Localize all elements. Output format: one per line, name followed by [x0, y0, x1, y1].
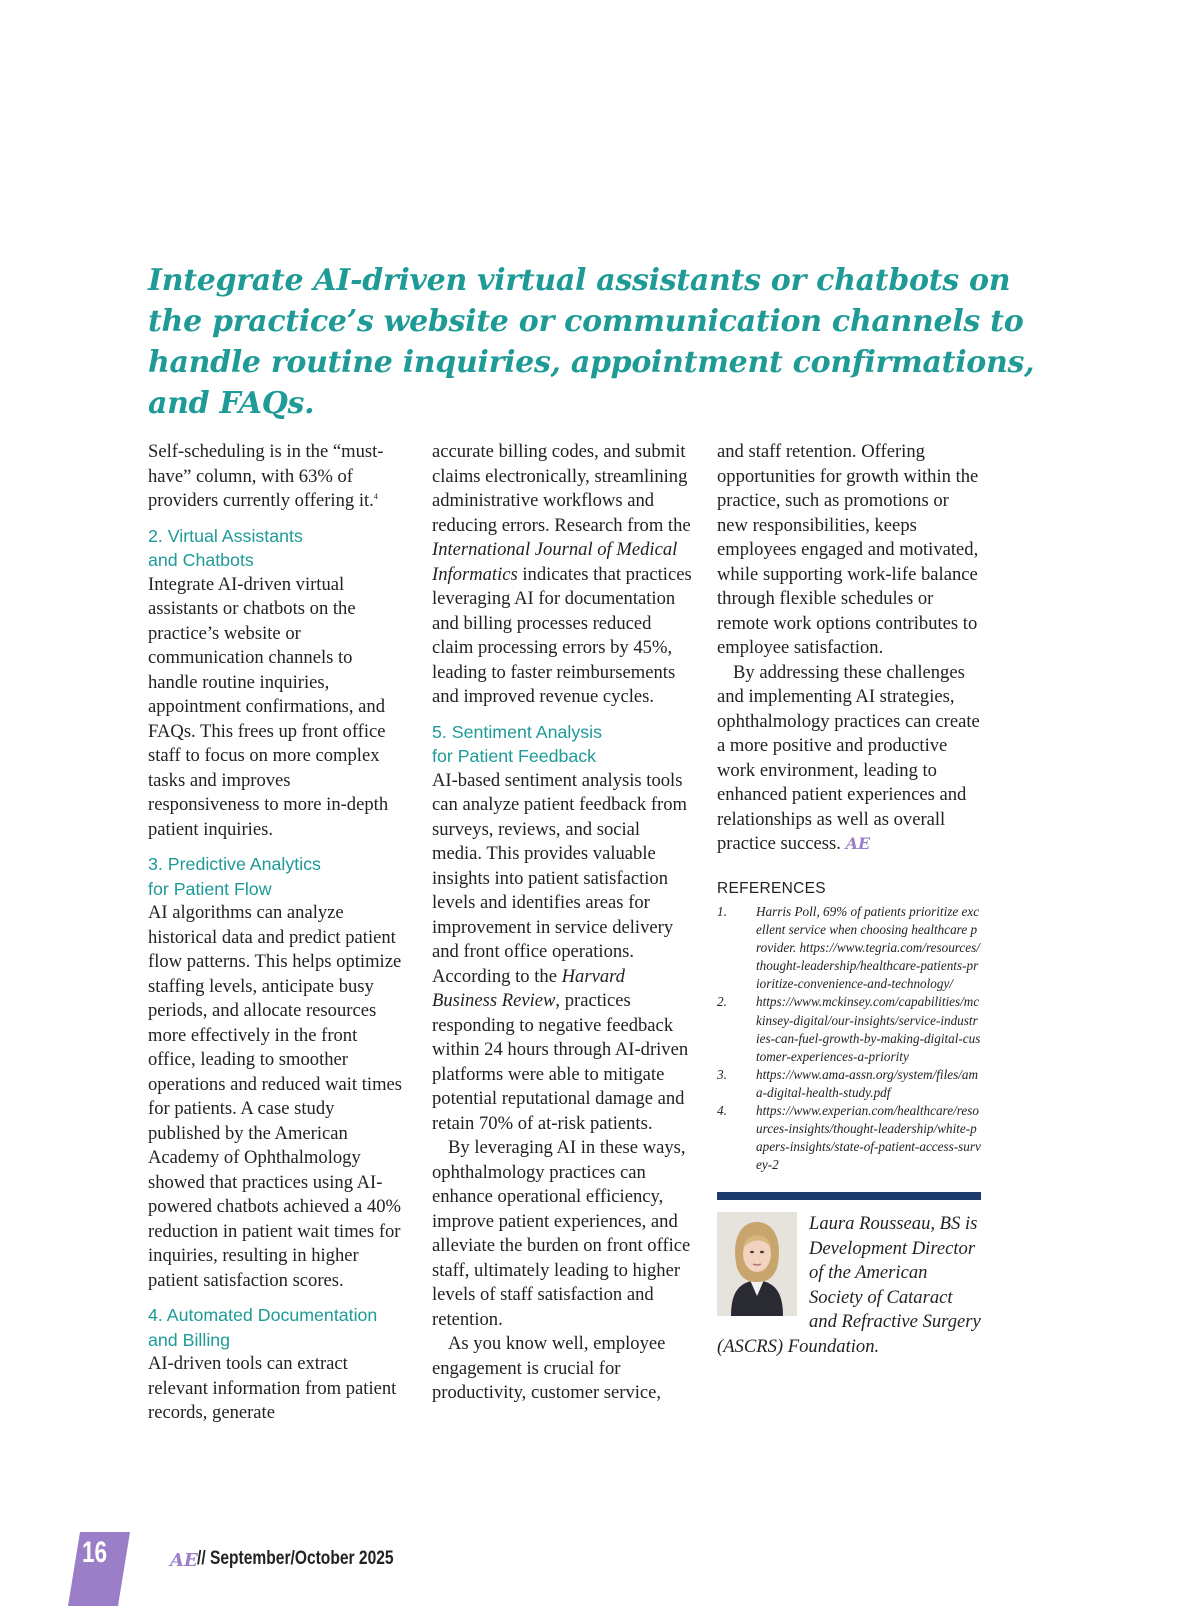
reference-item: 4. https://www.experian.com/healthcare/resources-insights/thought-leadership/white-papers-insights/state-of-patient-access-survey-2	[717, 1103, 981, 1173]
publication-title: Harvard Business Review	[432, 965, 625, 1011]
paragraph-predictive-analytics: AI algorithms can analyze historical data and predict patient flow patterns. This helps optimize staffing levels, anticipate busy periods, and allocate resources more effectively in the front office, leading to smoother operations and reduced wait times for patients. A case study published by the American Academy of Ophthalmology showed that practices using AI-powered chatbots achieved a 40% reduction in patient wait times for inquiries, resulting in higher patient satisfaction scores.	[148, 902, 403, 1291]
author-photo	[717, 1212, 797, 1316]
column-1	[148, 440, 406, 1426]
magazine-logo: AE	[170, 1550, 198, 1571]
section-heading-sentiment-analysis: 5. Sentiment Analysis for Patient Feedback	[432, 721, 602, 766]
paragraph-conclusion: By addressing these challenges and implementing AI strategies, ophthalmology practices can create a more positive and productive work environment, leading to enhanced patient experiences and relationships as well as overall practice success. AE	[717, 661, 980, 854]
paragraph-virtual-assistants: Integrate AI-driven virtual assistants or chatbots on the practice’s website or communication channels to handle routine inquiries, appointment confirmations, and FAQs. This frees up front office staff to focus on more complex tasks and improves responsiveness to more in-depth patient inquiries.	[148, 573, 389, 840]
paragraph-automated-documentation: AI-driven tools can extract relevant information from patient records, generate	[148, 1353, 397, 1423]
section-heading-automated-documentation: 4. Automated Documentation and Billing	[148, 1305, 378, 1350]
references-list	[717, 903, 981, 1174]
author-bio: Laura Rousseau, BS is Development Director of the American Society of Cataract and Refractive Surgery (ASCRS) Foundation.	[717, 1213, 981, 1357]
column-2	[432, 440, 694, 1406]
paragraph-sentiment-analysis: AI-based sentiment analysis tools can analyze patient feedback from surveys, reviews, and social media. This provides valuable insights into patient satisfaction levels and identifies areas for improvement in service delivery and front office operations. According to the Harvard Business Review, practices responding to negative feedback within 24 hours through AI-driven platforms were able to mitigate potential reputational damage and retain 70% of at-risk patients.	[432, 769, 689, 1134]
paragraph-employee-engagement: As you know well, employee engagement is crucial for productivity, customer service,	[432, 1333, 666, 1403]
paragraph-billing-continued: accurate billing codes, and submit claims electronically, streamlining administrative workflows and reducing errors. Research from the International Journal of Medical Informatics indicates that practices leveraging AI for documentation and billing processes reduced claim processing errors by 45%, leading to faster reimbursements and improved revenue cycles.	[432, 441, 692, 707]
end-mark-logo: AE	[845, 834, 871, 853]
paragraph-leveraging-ai: By leveraging AI in these ways, ophthalmology practices can enhance operational efficiency, improve patient experiences, and alleviate the burden on front office staff, ultimately leading to higher levels of staff satisfaction and retention.	[432, 1137, 691, 1330]
footnote-ref: 4	[373, 491, 378, 501]
references-heading: REFERENCES	[717, 879, 826, 897]
section-heading-virtual-assistants: 2. Virtual Assistants and Chatbots	[148, 525, 303, 570]
section-heading-predictive-analytics: 3. Predictive Analytics for Patient Flow	[148, 854, 321, 899]
issue-date: // September/October 2025	[197, 1548, 394, 1569]
pull-quote: Integrate AI-driven virtual assistants or chatbots on the practice’s website or communication channels to handle routine inquiries, appointment confirmations, and FAQs.	[148, 263, 1035, 421]
intro-paragraph: Self-scheduling is in the “must-have” column, with 63% of providers currently offering it.$^4$	[148, 441, 384, 511]
reference-item: 1. Harris Poll, 69% of patients prioritize excellent service when choosing healthcare provider. https://www.tegria.com/resources/thought-leadership/healthcare-patients-prioritize-convenience-and-technology/	[717, 904, 980, 992]
column-3	[717, 440, 981, 1359]
reference-item: 3. https://www.ama-assn.org/system/files/ama-digital-health-study.pdf	[717, 1066, 978, 1100]
paragraph-staff-retention: and staff retention. Offering opportunities for growth within the practice, such as promotions or new responsibilities, keeps employees engaged and motivated, while supporting work-life balance through flexible schedules or remote work options contributes to employee satisfaction.	[717, 441, 979, 658]
reference-item: 2. https://www.mckinsey.com/capabilities/mckinsey-digital/our-insights/service-industries-can-fuel-growth-by-making-digital-customer-experiences-a-priority	[717, 994, 981, 1064]
page-number: 16	[82, 1536, 108, 1569]
divider-rule	[717, 1192, 981, 1200]
journal-title: International Journal of Medical Informatics	[432, 539, 678, 585]
